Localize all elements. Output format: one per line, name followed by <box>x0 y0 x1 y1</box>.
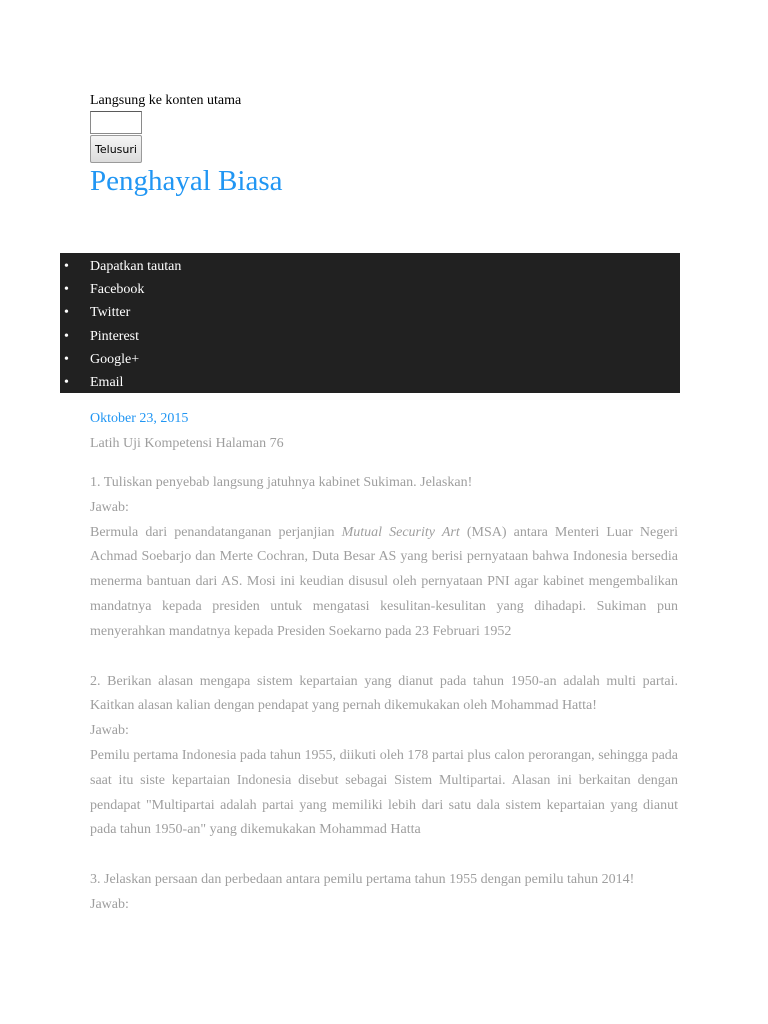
share-item-label: Google+ <box>90 352 140 367</box>
post-title: Latih Uji Kompetensi Halaman 76 <box>90 436 284 451</box>
share-item-label: Dapatkan tautan <box>90 259 182 274</box>
share-item-label: Twitter <box>90 305 131 320</box>
bullet-icon: • <box>64 329 69 344</box>
blog-post <box>90 408 678 943</box>
answer-1 <box>90 521 678 645</box>
answer-label-3: Jawab: <box>90 896 129 912</box>
answer-2: Pemilu pertama Indonesia pada tahun 1955, diikuti oleh 178 partai plus calon perorangan, sehingga pada saat itu siste kepartaian Indonesia disebut sebagai Sistem Multipartai. Alasan ini berkaitan dengan pendapat "Multipartai adalah partai yang memiliki lebih dari satu dala sistem kepartaian yang dianut pada tahun 1950-an" yang dikemukakan Mohammad Hatta <box>90 747 678 838</box>
answer-1-italic-term: Mutual Security Art <box>341 524 460 540</box>
share-item-label: Facebook <box>90 282 145 297</box>
answer-1-part-a: Bermula dari penandatanganan perjanjian <box>90 524 342 540</box>
question-2: 2. Berikan alasan mengapa sistem kepartaian yang dianut pada tahun 1950-an adalah multi partai. Kaitkan alasan kalian dengan pendapat yang pernah dikemukakan oleh Mohammad Hatta! <box>90 673 678 714</box>
bullet-icon: • <box>64 305 69 320</box>
share-menu <box>60 253 680 393</box>
blog-title[interactable]: Penghayal Biasa <box>90 165 283 197</box>
post-body <box>90 471 678 918</box>
skip-to-content-link[interactable]: Langsung ke konten utama <box>90 93 242 108</box>
question-1: 1. Tuliskan penyebab langsung jatuhnya kabinet Sukiman. Jelaskan! <box>90 475 473 490</box>
bullet-icon: • <box>64 375 69 390</box>
answer-label-2: Jawab: <box>90 723 129 739</box>
bullet-icon: • <box>64 259 69 274</box>
question-3: 3. Jelaskan persaan dan perbedaan antara pemilu pertama tahun 1955 dengan pemilu tahun 2014! <box>90 872 635 888</box>
question-block-1 <box>90 471 678 645</box>
answer-1-part-b: (MSA) antara Menteri Luar Negeri Achmad Soebarjo dan Merte Cochran, Duta Besar AS yang berisi pernyataan bahwa Indonesia bersedia menerma bantuan dari AS. Mosi ini keudian disusul oleh pernyataan PNI agar kabinet mengembalikan mandatnya kepada presiden untuk mengatasi kesulitan-kesulitan yang dihadapi. Sukiman pun menyerahkan mandatnya kepada Presiden Soekarno pada 23 Februari 1952 <box>90 524 678 639</box>
bullet-icon: • <box>64 282 69 297</box>
search-button[interactable]: Telusuri <box>90 135 142 163</box>
share-item-label: Pinterest <box>90 329 139 344</box>
question-block-2 <box>90 670 678 844</box>
question-block-3 <box>90 868 678 918</box>
post-date-link[interactable]: Oktober 23, 2015 <box>90 411 189 426</box>
share-item-label: Email <box>90 375 124 390</box>
bullet-icon: • <box>64 352 69 367</box>
answer-label-1: Jawab: <box>90 499 129 515</box>
search-input[interactable] <box>90 111 142 134</box>
